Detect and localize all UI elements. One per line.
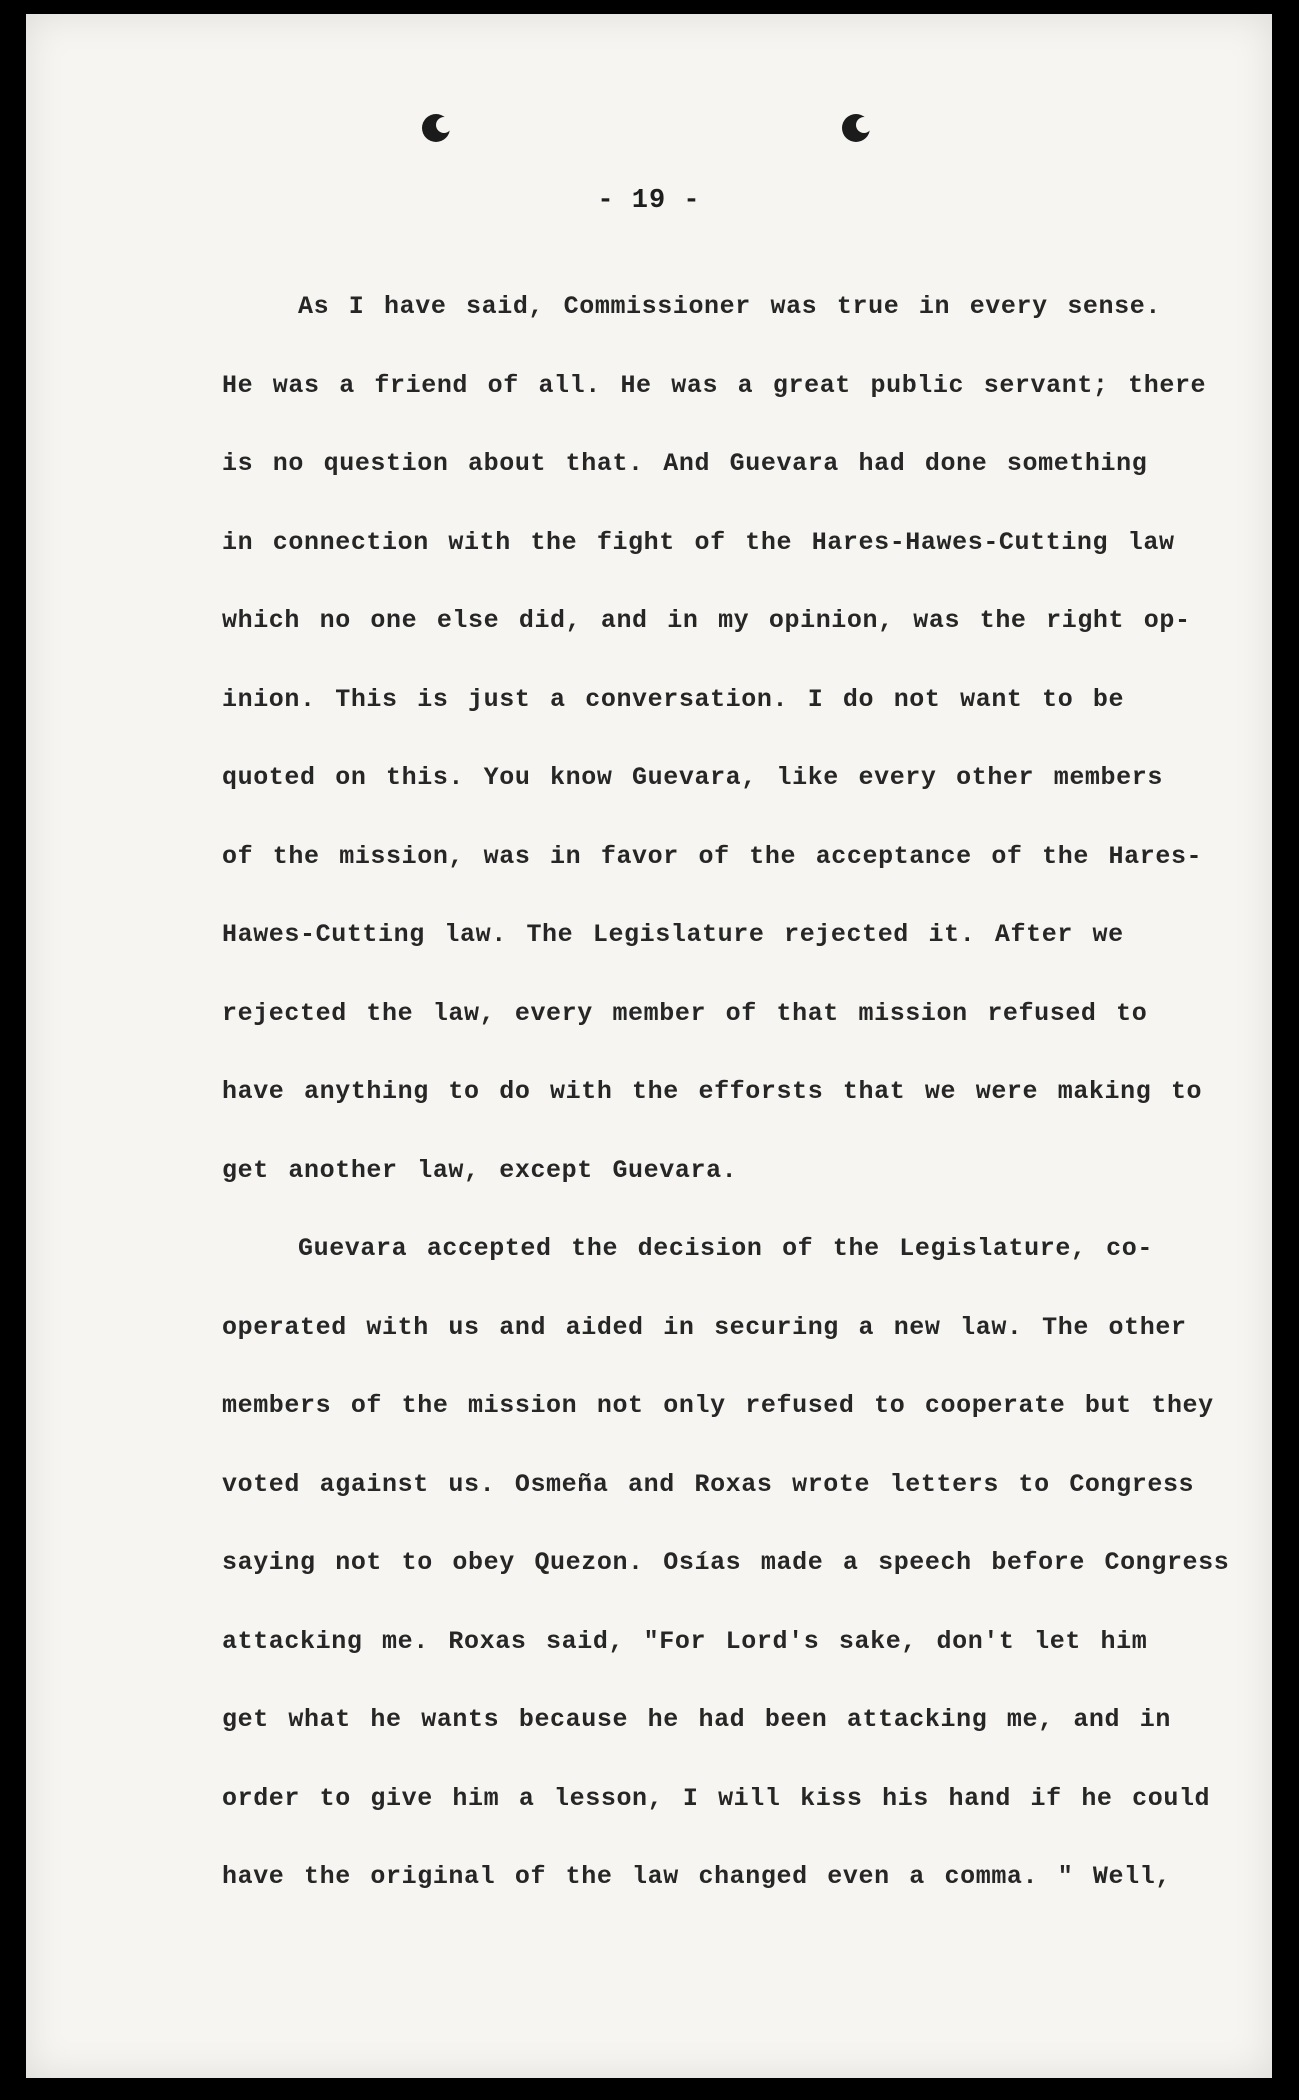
text-line: order to give him a lesson, I will kiss his hand if he could — [222, 1783, 1211, 1813]
punch-hole-left — [422, 114, 450, 142]
document-page — [26, 14, 1272, 2078]
scan-border — [0, 2078, 1299, 2100]
text-line: rejected the law, every member of that mission refused to — [222, 998, 1148, 1028]
text-line: have anything to do with the efforsts that we were making to — [222, 1077, 1203, 1106]
text-line: saying not to obey Quezon. Osías made a speech before Congress — [222, 1548, 1230, 1577]
text-line: is no question about that. And Guevara had done something — [222, 449, 1148, 478]
text-line: Guevara accepted the decision of the Legislature, co- — [298, 1234, 1153, 1263]
text-line: quoted on this. You know Guevara, like every other members — [222, 763, 1163, 792]
text-line: inion. This is just a conversation. I do not want to be — [222, 684, 1125, 714]
text-line: operated with us and aided in securing a new law. The other — [222, 1312, 1187, 1342]
text-line: have the original of the law changed even a comma. " Well, — [222, 1862, 1171, 1891]
punch-hole-right — [842, 114, 870, 142]
page-number: - 19 - — [597, 186, 701, 216]
text-line: get another law, except Guevara. — [222, 1155, 738, 1185]
text-line: He was a friend of all. He was a great public servant; there — [222, 370, 1207, 400]
text-line: Hawes-Cutting law. The Legislature rejected it. After we — [222, 920, 1124, 949]
text-line: As I have said, Commissioner was true in every sense. — [298, 292, 1161, 321]
text-line: voted against us. Osmeña and Roxas wrote letters to Congress — [222, 1469, 1195, 1499]
text-line: members of the mission not only refused to cooperate but they — [222, 1391, 1214, 1420]
text-line: in connection with the fight of the Hares-Hawes-Cutting law — [222, 527, 1175, 557]
text-line: get what he wants because he had been attacking me, and in — [222, 1705, 1171, 1734]
text-line: which no one else did, and in my opinion, was the right op- — [222, 606, 1191, 635]
text-line: attacking me. Roxas said, "For Lord's sake, don't let him — [222, 1626, 1148, 1656]
body-text — [222, 268, 1232, 1917]
text-line: of the mission, was in favor of the acceptance of the Hares- — [222, 841, 1203, 871]
